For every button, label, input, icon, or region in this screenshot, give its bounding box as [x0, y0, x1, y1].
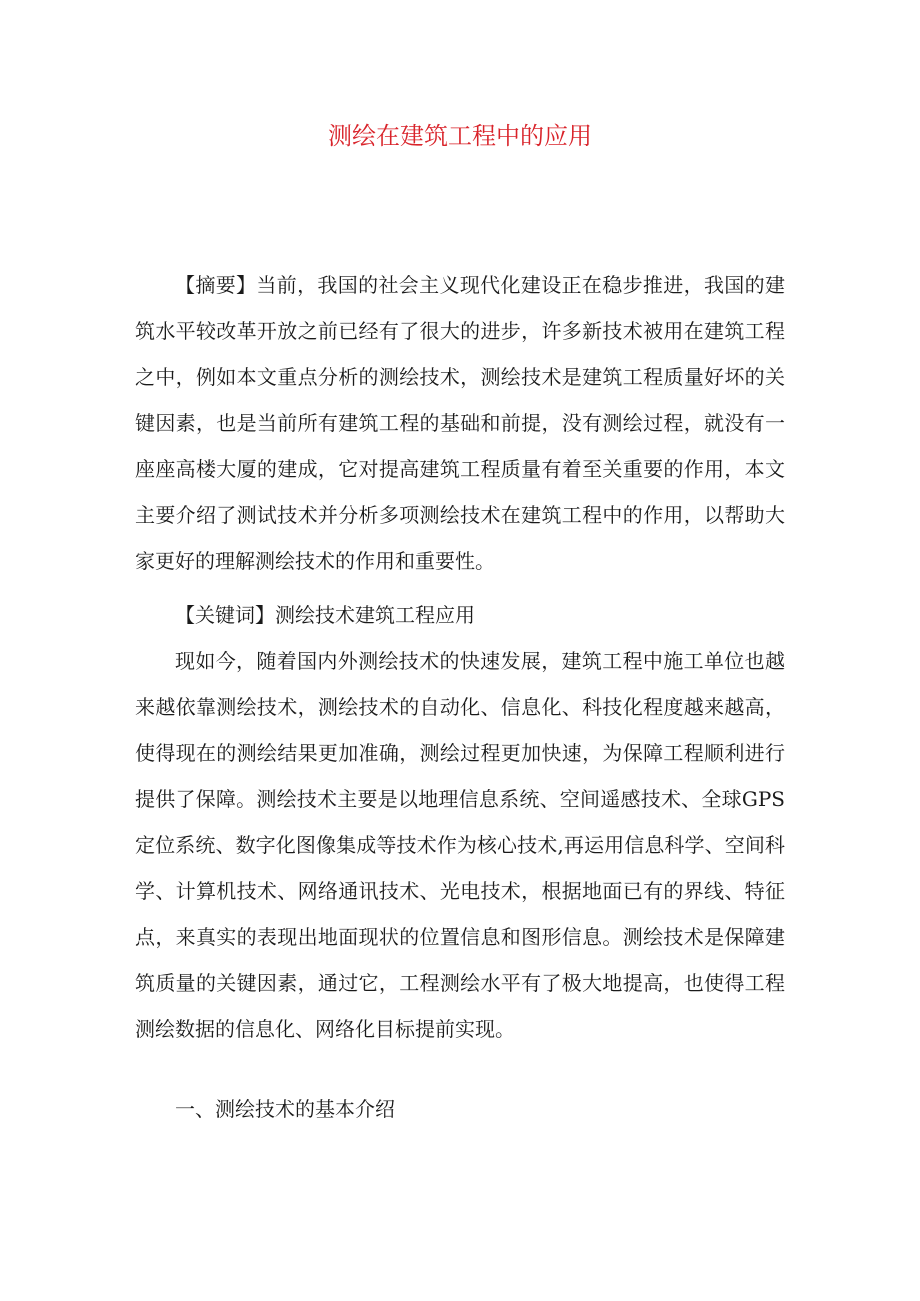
abstract-paragraph: 【摘要】当前，我国的社会主义现代化建设正在稳步推进，我国的建筑水平较改革开放之前已经有了很大的进步，许多新技术被用在建筑工程之中，例如本文重点分析的测绘技术，测绘技术是建筑工程质量好坏的关键因素，也是当前所有建筑工程的基础和前提，没有测绘过程，就没有一座座高楼大厦的建成，它对提高建筑工程质量有着至关重要的作用，本文主要介绍了测试技术并分析多项测绘技术在建筑工程中的作用，以帮助大家更好的理解测绘技术的作用和重要性。	[135, 273, 785, 573]
section-heading: 一、测绘技术的基本介绍	[175, 1097, 395, 1121]
intro-paragraph: 现如今，随着国内外测绘技术的快速发展，建筑工程中施工单位也越来越依靠测绘技术，测绘技术的自动化、信息化、科技化程度越来越高，使得现在的测绘结果更加准确，测绘过程更加快速，为保障工程顺利进行提供了保障。测绘技术主要是以地理信息系统、空间遥感技术、全球GPS定位系统、数字化图像集成等技术作为核心技术,再运用信息科学、空间科学、计算机技术、网络通讯技术、光电技术，根据地面已有的界线、特征点，来真实的表现出地面现状的位置信息和图形信息。测绘技术是保障建筑质量的关键因素，通过它，工程测绘水平有了极大地提高，也使得工程测绘数据的信息化、网络化目标提前实现。	[135, 649, 785, 1041]
document-title: 测绘在建筑工程中的应用	[328, 122, 592, 150]
keywords-paragraph: 【关键词】测绘技术建筑工程应用	[175, 603, 475, 627]
